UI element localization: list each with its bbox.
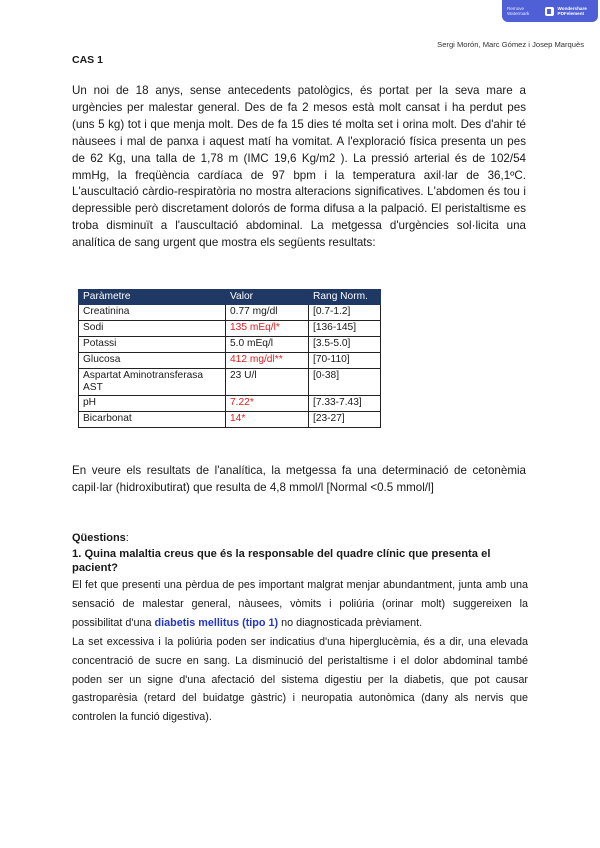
value-cell-abnormal: 412 mg/dl** <box>226 353 309 369</box>
lab-results-table <box>78 289 381 428</box>
authors-header: Sergi Morón, Marc Gómez i Josep Marquès <box>437 40 584 49</box>
value-cell: 23 U/l <box>226 369 309 396</box>
case-intro-paragraph: Un noi de 18 anys, sense antecedents patològics, és portat per la seva mare a urgències per malestar general. Des de fa 2 mesos està molt cansat i ha perdut pes (uns 5 kg) tot i que menja molt. Des de fa 15 dies té molta set i orina molt. Des d'ahir té nàusees i mal de panxa i aquest matí ha vomitat. A l'exploració física presenta un pes de 62 Kg, una talla de 1,78 m (IMC 19,6 Kg/m2 ). La pressió arterial és de 102/54 mmHg, la freqüència cardíaca de 97 bpm i la temperatura axil·lar de 36,1ºC. L'auscultació càrdio-respiratòria no mostra alteracions significatives. L'abdomen és tou i depressible però discretament dolorós de forma difusa a la palpació. El peristaltisme es troba disminuït a l'auscultació abdominal. La metgessa d'urgències sol·licita una analítica de sang urgent que mostra els següents resultats: <box>72 84 526 250</box>
table-header-row <box>79 290 381 305</box>
remove-watermark-banner[interactable] <box>502 0 598 22</box>
answer-paragraph-1 <box>72 576 528 632</box>
answer-paragraph-2: La set excessiva i la poliúria poden ser indicatius d'una hiperglucèmia, és a dir, una elevada concentració de sucre en sang. La disminució del peristaltisme i el dolor abdominal també poden ser un signe d'una afectació del sistema digestiu per la diabetis, que pot causar gastroparèsia (retard del buidatge gàstric) i neuropatia autonòmica (dany als nervis que controlen la funció digestiva). <box>72 636 528 724</box>
header-value: Valor <box>226 290 309 305</box>
question-1: 1. Quina malaltia creus que és la responsable del quadre clínic que presenta el pacient? <box>72 548 491 574</box>
range-cell: [23-27] <box>309 412 381 428</box>
range-cell: [7.33-7.43] <box>309 396 381 412</box>
header-range: Rang Norm. <box>309 290 381 305</box>
table-row <box>79 305 381 321</box>
remove-watermark-label[interactable]: Remove Watermark <box>507 5 530 16</box>
value-cell-abnormal: 7.22* <box>226 396 309 412</box>
range-cell: [0-38] <box>309 369 381 396</box>
header-parameter: Paràmetre <box>79 290 226 305</box>
pdfelement-logo-icon <box>545 7 554 16</box>
ketonemia-paragraph: En veure els resultats de l'analítica, la metgessa fa una determinació de cetonèmia capil·lar (hidroxibutirat) que resulta de 4,8 mmol/l [Normal <0.5 mmol/l] <box>72 464 526 494</box>
range-cell: [3.5-5.0] <box>309 337 381 353</box>
answer-text: no diagnosticada prèviament. <box>278 616 423 629</box>
table-row <box>79 412 381 428</box>
answer-text: El fet que presenti una pèrdua de pes important malgrat menjar abundantment, junta amb una sensació de malestar general, nàusees, vòmits i poliúria (orinar molt) suggereixen la possibilitat d'una <box>72 579 528 629</box>
range-cell: [136-145] <box>309 321 381 337</box>
value-cell-abnormal: 135 mEq/l* <box>226 321 309 337</box>
param-cell: Bicarbonat <box>79 412 226 428</box>
range-cell: [70-110] <box>309 353 381 369</box>
diagnosis-highlight: diabetis mellitus (tipo 1) <box>154 616 279 629</box>
case-title: CAS 1 <box>72 54 103 66</box>
table-row <box>79 353 381 369</box>
value-cell: 5.0 mEq/l <box>226 337 309 353</box>
param-cell: Aspartat Aminotransferasa AST <box>79 369 226 396</box>
questions-heading: Qüestions: <box>72 532 129 544</box>
param-cell: Glucosa <box>79 353 226 369</box>
value-cell: 0.77 mg/dl <box>226 305 309 321</box>
range-cell: [0.7-1.2] <box>309 305 381 321</box>
table-row <box>79 337 381 353</box>
table-row <box>79 321 381 337</box>
table-row <box>79 369 381 396</box>
param-cell: pH <box>79 396 226 412</box>
param-cell: Sodi <box>79 321 226 337</box>
watermark-brand: Wondershare PDFelement <box>557 5 587 16</box>
table-row <box>79 396 381 412</box>
value-cell-abnormal: 14* <box>226 412 309 428</box>
param-cell: Potassi <box>79 337 226 353</box>
param-cell: Creatinina <box>79 305 226 321</box>
